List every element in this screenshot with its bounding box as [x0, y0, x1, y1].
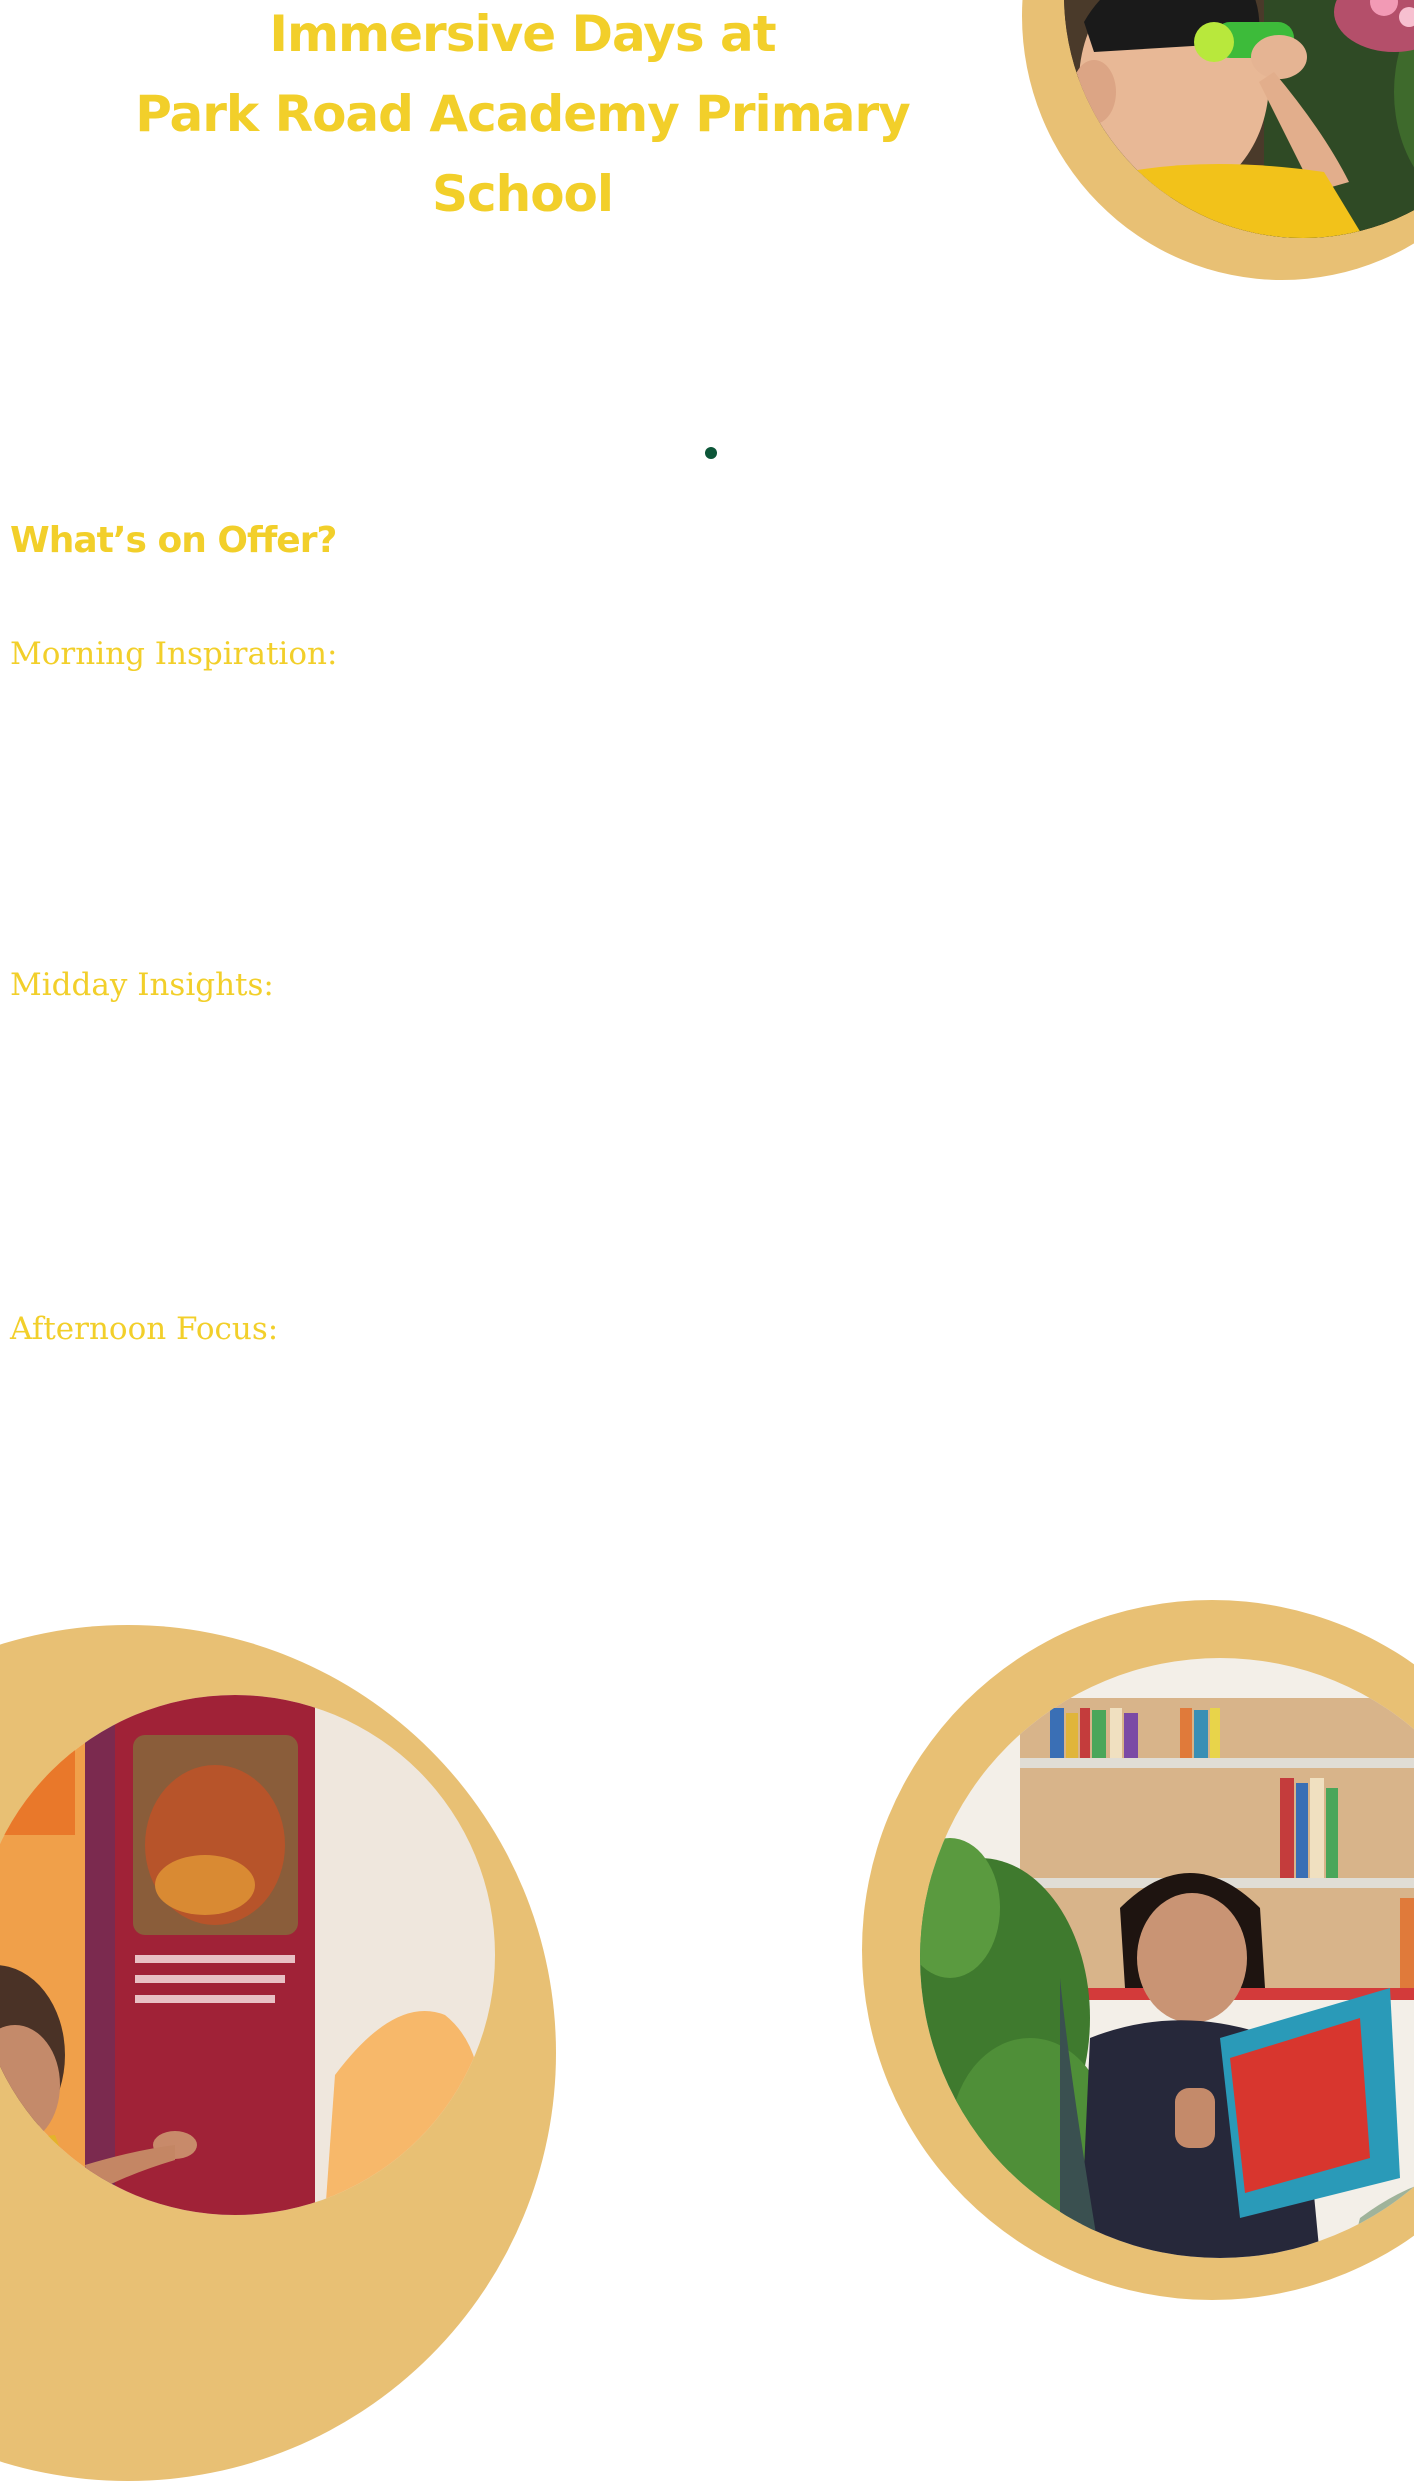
photo-frame-bottom-right	[862, 1600, 1414, 2300]
photo-child-pointing-at-display	[0, 1695, 495, 2215]
afternoon-focus-label: Afternoon Focus:	[10, 1311, 279, 1347]
page-title	[60, 0, 985, 234]
offer-heading: What’s on Offer?	[10, 520, 337, 561]
page-title-line-2: Park Road Academy Primary School	[135, 85, 910, 223]
morning-inspiration-label: Morning Inspiration:	[10, 636, 338, 672]
page-title-line-1: Immersive Days at	[269, 5, 776, 63]
decorative-dot	[705, 447, 717, 459]
midday-insights-label: Midday Insights:	[10, 967, 274, 1003]
photo-child-with-magnifier	[1064, 0, 1414, 238]
photo-child-reading-book	[920, 1658, 1414, 2258]
photo-frame-bottom-left	[0, 1625, 556, 2481]
photo-frame-top-right	[1022, 0, 1414, 280]
